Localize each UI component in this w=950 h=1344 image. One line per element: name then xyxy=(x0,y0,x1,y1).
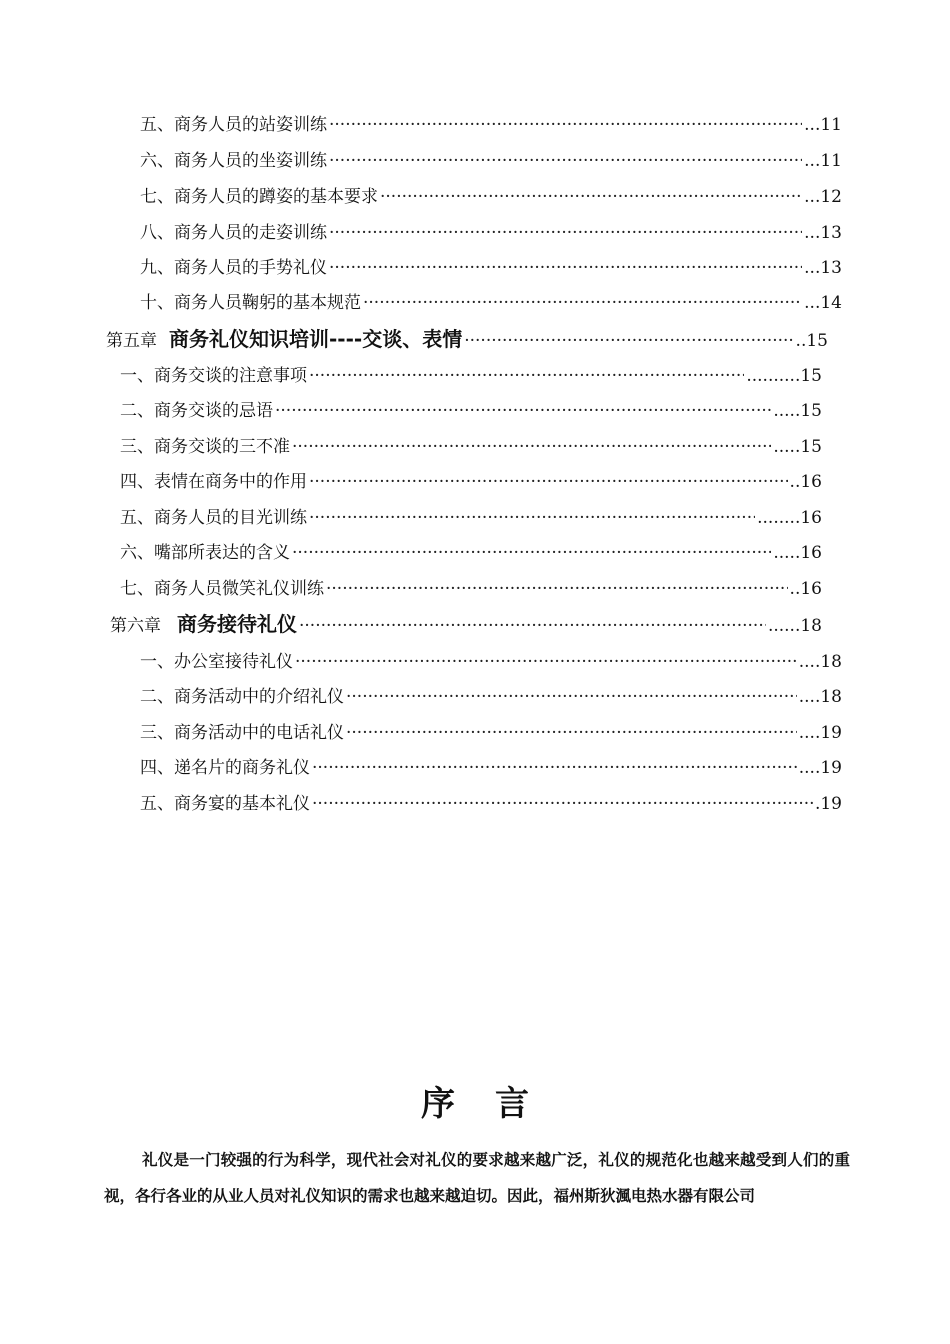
dot-leader xyxy=(346,686,797,708)
toc-entry-title: 商务人员的走姿训练 xyxy=(174,223,327,243)
toc-entry[interactable] xyxy=(140,757,842,779)
toc-entry-title: 商务活动中的介绍礼仪 xyxy=(174,687,344,707)
toc-entry[interactable] xyxy=(140,114,842,136)
toc-entry-page: ..16 xyxy=(789,472,822,492)
toc-entry-title: 商务宴的基本礼仪 xyxy=(174,794,310,814)
toc-entry-title: 商务人员的目光训练 xyxy=(154,508,307,528)
toc-entry[interactable] xyxy=(140,686,842,708)
toc-entry-number: 七、 xyxy=(140,187,174,207)
toc-entry-page: ...13 xyxy=(804,258,842,278)
toc-chapter-title: 商务礼仪知识培训----交谈、表情 xyxy=(169,327,463,351)
toc-entry[interactable] xyxy=(120,400,822,422)
dot-leader xyxy=(309,365,744,387)
toc-entry[interactable] xyxy=(120,507,822,529)
toc-entry-page: ...12 xyxy=(804,187,842,207)
toc-entry-page: .....15 xyxy=(773,437,822,457)
toc-entry-title: 商务人员微笑礼仪训练 xyxy=(154,579,324,599)
toc-entry-title: 商务人员的蹲姿的基本要求 xyxy=(174,187,378,207)
toc-entry-page: ....18 xyxy=(798,687,842,707)
toc-entry-page: ....18 xyxy=(798,652,842,672)
dot-leader xyxy=(312,757,797,779)
toc-entry-number: 二、 xyxy=(120,401,154,421)
toc-chapter-6[interactable] xyxy=(110,612,822,636)
toc-entry-title: 表情在商务中的作用 xyxy=(154,472,307,492)
toc-entry[interactable] xyxy=(140,651,842,673)
toc-entry-number: 一、 xyxy=(140,652,174,672)
toc-entry[interactable] xyxy=(140,222,842,244)
toc-entry[interactable] xyxy=(120,436,822,458)
toc-entry-number: 三、 xyxy=(120,437,154,457)
dot-leader xyxy=(275,400,771,422)
toc-chapter-5[interactable] xyxy=(106,327,828,351)
toc-entry[interactable] xyxy=(140,793,842,815)
toc-entry-number: 七、 xyxy=(120,579,154,599)
toc-entry-number: 一、 xyxy=(120,366,154,386)
toc-entry-title: 递名片的商务礼仪 xyxy=(174,758,310,778)
toc-entry-title: 嘴部所表达的含义 xyxy=(154,543,290,563)
dot-leader xyxy=(292,436,771,458)
toc-entry-page: .....15 xyxy=(773,401,822,421)
dot-leader xyxy=(309,471,788,493)
toc-entry-title: 商务人员的站姿训练 xyxy=(174,115,327,135)
toc-chapter-page: ......18 xyxy=(767,616,822,636)
toc-chapter-page: ..15 xyxy=(795,331,828,351)
toc-entry-page: ........16 xyxy=(757,508,822,528)
toc-entry-page: ..16 xyxy=(789,579,822,599)
toc-entry-number: 五、 xyxy=(120,508,154,528)
dot-leader xyxy=(363,292,802,314)
toc-entry-title: 商务交谈的三不准 xyxy=(154,437,290,457)
dot-leader xyxy=(380,186,802,208)
toc-entry-title: 商务交谈的忌语 xyxy=(154,401,273,421)
toc-entry[interactable] xyxy=(140,292,842,314)
dot-leader xyxy=(309,507,755,529)
dot-leader xyxy=(326,578,788,600)
toc-chapter-number: 第五章 xyxy=(106,331,157,351)
preface-body: 礼仪是一门较强的行为科学，现代社会对礼仪的要求越来越广泛，礼仪的规范化也越来越受到人们的重视，各行各业的从业人员对礼仪知识的需求也越来越迫切。因此，福州斯狄渢电热水器有限公司 xyxy=(104,1151,850,1205)
dot-leader xyxy=(329,114,802,136)
dot-leader xyxy=(312,793,813,815)
dot-leader xyxy=(299,614,766,638)
toc-entry[interactable] xyxy=(120,471,822,493)
dot-leader xyxy=(329,257,802,279)
toc-entry-number: 九、 xyxy=(140,258,174,278)
toc-entry-page: .19 xyxy=(814,794,842,814)
toc-entry[interactable] xyxy=(140,186,842,208)
toc-entry[interactable] xyxy=(120,542,822,564)
preface-title: 序言 xyxy=(421,1084,569,1124)
toc-entry[interactable] xyxy=(120,365,822,387)
toc-entry-title: 商务人员的手势礼仪 xyxy=(174,258,327,278)
toc-entry-page: .....16 xyxy=(773,543,822,563)
dot-leader xyxy=(329,150,802,172)
toc-entry[interactable] xyxy=(120,578,822,600)
dot-leader xyxy=(464,329,793,353)
toc-entry-number: 八、 xyxy=(140,223,174,243)
toc-entry-number: 六、 xyxy=(140,151,174,171)
toc-entry-page: ...14 xyxy=(804,293,842,313)
toc-chapter-title: 商务接待礼仪 xyxy=(177,612,297,636)
toc-entry[interactable] xyxy=(140,722,842,744)
toc-entry-page: ....19 xyxy=(798,723,842,743)
toc-entry-title: 办公室接待礼仪 xyxy=(174,652,293,672)
toc-entry-number: 二、 xyxy=(140,687,174,707)
toc-entry-number: 四、 xyxy=(120,472,154,492)
dot-leader xyxy=(346,722,797,744)
toc-entry-title: 商务人员鞠躬的基本规范 xyxy=(174,293,361,313)
toc-entry-page: ...11 xyxy=(804,115,842,135)
toc-entry-title: 商务活动中的电话礼仪 xyxy=(174,723,344,743)
toc-entry-page: ....19 xyxy=(798,758,842,778)
toc-entry-title: 商务交谈的注意事项 xyxy=(154,366,307,386)
toc-entry-page: ..........15 xyxy=(746,366,822,386)
toc-entry[interactable] xyxy=(140,150,842,172)
toc-entry-page: ...13 xyxy=(804,223,842,243)
toc-entry-number: 五、 xyxy=(140,794,174,814)
dot-leader xyxy=(295,651,797,673)
toc-entry-number: 三、 xyxy=(140,723,174,743)
toc-entry-number: 六、 xyxy=(120,543,154,563)
toc-entry-number: 十、 xyxy=(140,293,174,313)
toc-entry-number: 四、 xyxy=(140,758,174,778)
toc-entry[interactable] xyxy=(140,257,842,279)
dot-leader xyxy=(292,542,771,564)
toc-entry-title: 商务人员的坐姿训练 xyxy=(174,151,327,171)
dot-leader xyxy=(329,222,802,244)
toc-entry-page: ...11 xyxy=(804,151,842,171)
toc-entry-number: 五、 xyxy=(140,115,174,135)
toc-chapter-number: 第六章 xyxy=(110,616,161,636)
